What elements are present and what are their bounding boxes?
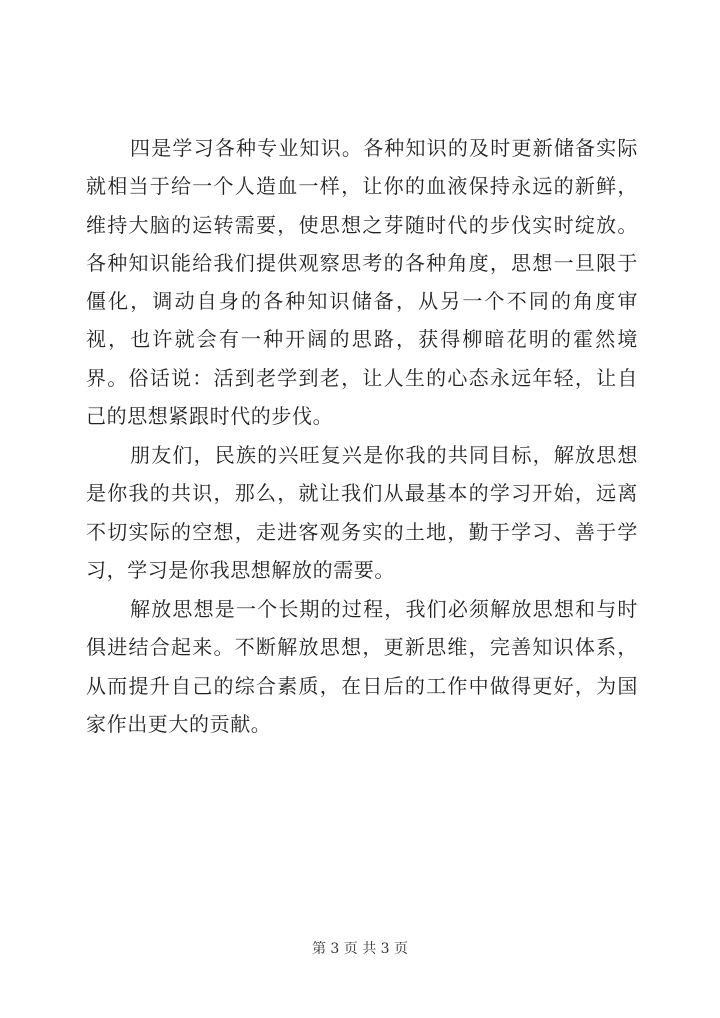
page-number-footer: 第 3 页 共 3 页 — [311, 941, 409, 957]
document-body — [86, 129, 638, 743]
paragraph-long-term-process: 解放思想是一个长期的过程，我们必须解放思想和与时俱进结合起来。不断解放思想，更新思维，完善知识体系，从而提升自己的综合素质，在日后的工作中做得更好，为国家作出更大的贡献。 — [86, 597, 638, 737]
paragraph-friends-common-goal: 朋友们，民族的兴旺复兴是你我的共同目标，解放思想是你我的共识，那么，就让我们从最基本的学习开始，远离不切实际的空想，走进客观务实的土地，勤于学习、善于学习，学习是你我思想解放的需要。 — [86, 443, 638, 583]
paragraph-study-knowledge: 四是学习各种专业知识。各种知识的及时更新储备实际就相当于给一个人造血一样，让你的血液保持永远的新鲜，维持大脑的运转需要，使思想之芽随时代的步伐实时绽放。各种知识能给我们提供观察思考的各种角度，思想一旦限于僵化，调动自身的各种知识储备，从另一个不同的角度审视，也许就会有一种开阔的思路，获得柳暗花明的霍然境界。俗话说：活到老学到老，让人生的心态永远年轻，让自己的思想紧跟时代的步伐。 — [86, 136, 638, 429]
